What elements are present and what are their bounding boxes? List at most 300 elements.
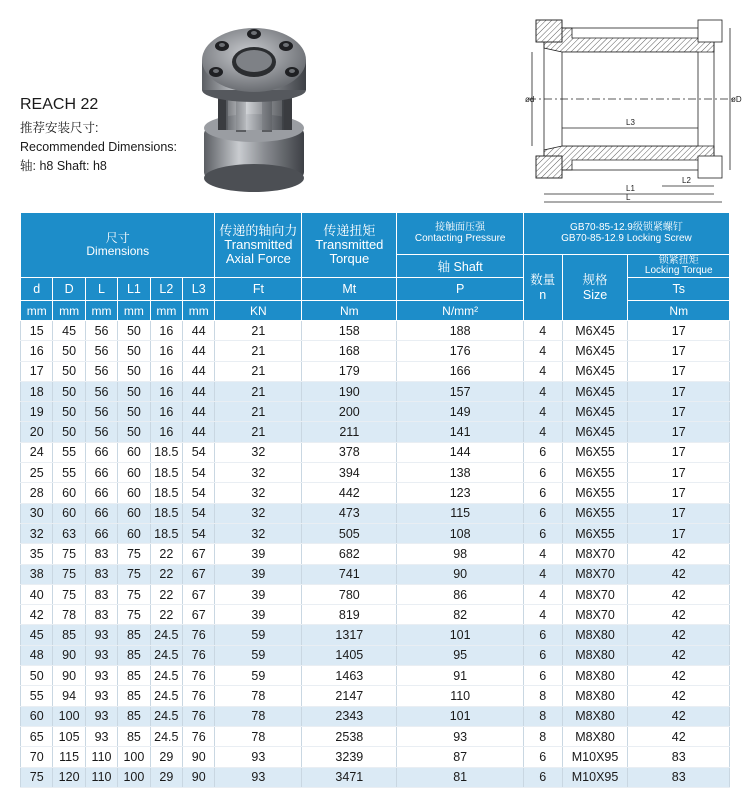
cell-Ft: 39 [215,584,302,604]
cell-d: 20 [21,422,53,442]
cell-L2: 18.5 [150,523,182,543]
cell-L: 56 [85,361,117,381]
cell-size: M8X80 [562,706,628,726]
cell-L: 66 [85,483,117,503]
cell-size: M8X80 [562,726,628,746]
cell-Ft: 21 [215,361,302,381]
cell-L: 83 [85,584,117,604]
col-Ts: Ts [628,278,730,301]
cell-Ft: 59 [215,625,302,645]
cell-L1: 100 [118,747,150,767]
table-row [21,463,730,483]
table-row [21,747,730,767]
table-row [21,523,730,543]
locking-torque-cn: 锁紧扭矩 [658,254,699,266]
product-photo [196,18,316,198]
cell-L3: 54 [183,503,215,523]
unit-d: mm [21,301,53,321]
cell-D: 50 [53,361,85,381]
cell-D: 78 [53,605,85,625]
cell-L2: 16 [150,381,182,401]
cell-D: 50 [53,402,85,422]
technical-drawing [522,10,740,205]
cell-Mt: 682 [302,544,397,564]
cell-L2: 24.5 [150,645,182,665]
cell-D: 60 [53,483,85,503]
axial-force-header [215,213,302,278]
cell-L3: 76 [183,666,215,686]
locking-screw-line2: GB70-85-12.9 Locking Screw [561,232,692,244]
cell-d: 48 [21,645,53,665]
cell-n: 4 [523,321,562,341]
cell-L: 56 [85,321,117,341]
cell-Ts: 17 [628,422,730,442]
cell-d: 40 [21,584,53,604]
cell-Ft: 32 [215,442,302,462]
cell-Mt: 2147 [302,686,397,706]
table-row [21,584,730,604]
cell-L: 93 [85,625,117,645]
cell-size: M10X95 [562,767,628,787]
cell-Mt: 1463 [302,666,397,686]
cell-L3: 76 [183,625,215,645]
cell-L2: 16 [150,402,182,422]
cell-d: 19 [21,402,53,422]
table-row [21,767,730,787]
unit-Ts: Nm [628,301,730,321]
cell-D: 50 [53,422,85,442]
cell-n: 6 [523,767,562,787]
locking-screw-header [523,213,729,255]
cell-P: 87 [397,747,524,767]
dim-L-label: L [626,193,631,202]
cell-Mt: 190 [302,381,397,401]
cell-L: 56 [85,341,117,361]
locking-screw-line1: GB70-85-12.9级锁紧螺钉 [570,222,683,233]
cell-L2: 24.5 [150,625,182,645]
cell-n: 4 [523,422,562,442]
cell-d: 50 [21,666,53,686]
cell-L1: 75 [118,605,150,625]
table-row [21,381,730,401]
cell-P: 138 [397,463,524,483]
cell-Ts: 42 [628,686,730,706]
cell-P: 98 [397,544,524,564]
cell-D: 90 [53,666,85,686]
cell-d: 30 [21,503,53,523]
cell-n: 6 [523,503,562,523]
cell-Ft: 59 [215,666,302,686]
cell-n: 4 [523,584,562,604]
size-header [562,255,628,321]
cell-Mt: 780 [302,584,397,604]
cell-n: 4 [523,341,562,361]
cell-Mt: 394 [302,463,397,483]
cell-size: M8X70 [562,544,628,564]
quantity-symbol: n [539,287,547,302]
cell-d: 15 [21,321,53,341]
quantity-header [523,255,562,321]
table-row [21,564,730,584]
cell-L1: 50 [118,422,150,442]
unit-Mt: Nm [302,301,397,321]
cell-L1: 100 [118,767,150,787]
cell-L2: 29 [150,747,182,767]
cell-Ts: 17 [628,402,730,422]
shaft-header: 轴 Shaft [397,255,524,278]
cell-P: 82 [397,605,524,625]
cell-Ft: 21 [215,402,302,422]
cell-L2: 22 [150,564,182,584]
cell-Mt: 211 [302,422,397,442]
cell-Mt: 3239 [302,747,397,767]
dimensions-header [21,213,215,278]
cell-L3: 54 [183,442,215,462]
cell-Mt: 442 [302,483,397,503]
table-row [21,706,730,726]
cell-size: M6X45 [562,422,628,442]
cell-size: M8X80 [562,686,628,706]
cell-P: 188 [397,321,524,341]
cell-L: 66 [85,463,117,483]
cell-d: 32 [21,523,53,543]
cell-Ft: 21 [215,422,302,442]
col-D: D [53,278,85,301]
cell-Mt: 3471 [302,767,397,787]
cell-D: 75 [53,584,85,604]
cell-Ts: 42 [628,564,730,584]
dim-D-label: øD [731,95,742,104]
unit-L3: mm [183,301,215,321]
cell-Ts: 17 [628,341,730,361]
cell-L3: 54 [183,523,215,543]
col-Mt: Mt [302,278,397,301]
cell-Ts: 83 [628,747,730,767]
cell-L2: 22 [150,544,182,564]
cell-d: 16 [21,341,53,361]
cell-L2: 18.5 [150,483,182,503]
cell-Ft: 59 [215,645,302,665]
cell-D: 75 [53,544,85,564]
cell-P: 93 [397,726,524,746]
cell-Ft: 32 [215,523,302,543]
cell-P: 86 [397,584,524,604]
locking-torque-en: Locking Torque [644,265,713,276]
cell-L: 93 [85,726,117,746]
cell-L: 56 [85,381,117,401]
cell-L: 83 [85,544,117,564]
cell-L2: 29 [150,767,182,787]
cell-L: 110 [85,767,117,787]
cell-size: M8X80 [562,645,628,665]
cell-D: 55 [53,442,85,462]
cell-d: 38 [21,564,53,584]
cell-P: 144 [397,442,524,462]
cell-d: 24 [21,442,53,462]
cell-L1: 75 [118,564,150,584]
cell-L3: 44 [183,402,215,422]
cell-Ft: 32 [215,483,302,503]
cell-L1: 50 [118,321,150,341]
specification-rows [21,321,730,788]
cell-L1: 60 [118,463,150,483]
cell-Mt: 158 [302,321,397,341]
cell-n: 6 [523,747,562,767]
col-P: P [397,278,524,301]
cell-n: 8 [523,726,562,746]
cell-L2: 18.5 [150,463,182,483]
cell-L3: 44 [183,341,215,361]
table-row [21,361,730,381]
table-row [21,483,730,503]
cell-D: 120 [53,767,85,787]
cell-L1: 50 [118,341,150,361]
recommended-dimensions-en: Recommended Dimensions: [20,140,178,154]
pressure-cn: 接触面压强 [435,222,486,233]
model-name: REACH 22 [20,96,99,113]
cell-n: 8 [523,686,562,706]
cell-L2: 24.5 [150,726,182,746]
cell-L3: 67 [183,544,215,564]
table-row [21,402,730,422]
cell-D: 90 [53,645,85,665]
cell-L2: 16 [150,422,182,442]
cell-P: 141 [397,422,524,442]
cell-size: M8X80 [562,625,628,645]
cell-L2: 16 [150,361,182,381]
cell-D: 60 [53,503,85,523]
cell-D: 55 [53,463,85,483]
cell-L3: 76 [183,686,215,706]
cell-P: 91 [397,666,524,686]
cell-size: M6X45 [562,341,628,361]
cell-Ts: 17 [628,483,730,503]
cell-Ts: 42 [628,605,730,625]
cell-L1: 85 [118,645,150,665]
cell-Mt: 179 [302,361,397,381]
unit-P: N/mm² [397,301,524,321]
cell-Ts: 42 [628,584,730,604]
col-L3: L3 [183,278,215,301]
cell-d: 70 [21,747,53,767]
table-row [21,645,730,665]
cell-d: 45 [21,625,53,645]
table-row [21,341,730,361]
cell-Ts: 42 [628,645,730,665]
cell-L3: 44 [183,361,215,381]
cell-L: 66 [85,503,117,523]
cell-n: 6 [523,666,562,686]
cell-L1: 60 [118,503,150,523]
cell-D: 85 [53,625,85,645]
cell-d: 28 [21,483,53,503]
cell-P: 166 [397,361,524,381]
axial-force-en2: Axial Force [225,251,291,266]
dim-L2-label: L2 [682,176,691,185]
col-Ft: Ft [215,278,302,301]
cell-n: 6 [523,523,562,543]
cell-P: 123 [397,483,524,503]
cell-Mt: 741 [302,564,397,584]
pressure-en: Contacting Pressure [414,232,506,244]
cell-Ts: 17 [628,361,730,381]
cell-Ft: 32 [215,503,302,523]
cell-d: 65 [21,726,53,746]
cell-L3: 67 [183,564,215,584]
table-row [21,321,730,341]
table-row [21,686,730,706]
cell-L: 83 [85,564,117,584]
cell-n: 6 [523,463,562,483]
cell-L1: 85 [118,666,150,686]
dim-d-label: ød [525,95,535,104]
torque-header [302,213,397,278]
unit-D: mm [53,301,85,321]
cell-Ts: 17 [628,381,730,401]
quantity-cn: 数量 [530,272,556,287]
cell-size: M6X55 [562,483,628,503]
cell-L1: 75 [118,544,150,564]
cell-P: 101 [397,625,524,645]
pressure-header [397,213,524,255]
cell-size: M8X70 [562,605,628,625]
cell-L2: 18.5 [150,442,182,462]
table-row [21,503,730,523]
dimensions-header-cn: 尺寸 [105,231,130,245]
cell-n: 4 [523,564,562,584]
cell-n: 6 [523,625,562,645]
cell-D: 75 [53,564,85,584]
unit-L1: mm [118,301,150,321]
cell-L3: 76 [183,726,215,746]
cell-Ts: 42 [628,666,730,686]
cell-size: M8X70 [562,564,628,584]
cell-Ts: 17 [628,523,730,543]
cell-Ts: 17 [628,463,730,483]
cell-L3: 76 [183,645,215,665]
cell-D: 115 [53,747,85,767]
cell-d: 17 [21,361,53,381]
cell-D: 45 [53,321,85,341]
cell-P: 95 [397,645,524,665]
cell-Mt: 819 [302,605,397,625]
cell-L: 93 [85,666,117,686]
cell-n: 4 [523,402,562,422]
cell-L2: 22 [150,605,182,625]
cell-n: 6 [523,483,562,503]
cell-Mt: 473 [302,503,397,523]
cell-L2: 16 [150,341,182,361]
cell-size: M6X55 [562,463,628,483]
cell-P: 176 [397,341,524,361]
cell-P: 101 [397,706,524,726]
cell-P: 115 [397,503,524,523]
title-block [20,95,210,176]
cell-Ft: 78 [215,686,302,706]
shaft-tolerance: 轴: h8 Shaft: h8 [20,159,107,173]
cell-d: 75 [21,767,53,787]
cell-Ft: 32 [215,463,302,483]
cell-L: 56 [85,422,117,442]
cell-Mt: 378 [302,442,397,462]
cell-P: 149 [397,402,524,422]
torque-en1: Transmitted [315,237,384,252]
cell-n: 8 [523,706,562,726]
unit-L: mm [85,301,117,321]
col-L2: L2 [150,278,182,301]
cell-size: M8X80 [562,666,628,686]
cell-Mt: 168 [302,341,397,361]
col-d: d [21,278,53,301]
cell-L: 93 [85,706,117,726]
cell-L: 110 [85,747,117,767]
cell-d: 25 [21,463,53,483]
cell-L3: 54 [183,463,215,483]
size-cn: 规格 [582,272,608,287]
cell-Ft: 78 [215,706,302,726]
cell-L3: 67 [183,605,215,625]
cell-Ft: 39 [215,564,302,584]
cell-Ft: 39 [215,605,302,625]
cell-Ts: 17 [628,442,730,462]
cell-L: 66 [85,442,117,462]
table-row [21,544,730,564]
cell-P: 81 [397,767,524,787]
specification-table [20,212,730,788]
cell-Ft: 21 [215,381,302,401]
cell-Ft: 21 [215,341,302,361]
cell-Ft: 93 [215,767,302,787]
cell-Ft: 93 [215,747,302,767]
cell-size: M6X45 [562,321,628,341]
cell-d: 18 [21,381,53,401]
cell-L2: 24.5 [150,706,182,726]
dimensions-header-en: Dimensions [86,244,150,258]
cell-P: 110 [397,686,524,706]
cell-Ft: 21 [215,321,302,341]
cell-L3: 44 [183,321,215,341]
cell-L: 66 [85,523,117,543]
cell-Ts: 17 [628,321,730,341]
cell-L3: 44 [183,422,215,442]
cell-L2: 22 [150,584,182,604]
cell-D: 50 [53,381,85,401]
cell-d: 42 [21,605,53,625]
cell-size: M8X70 [562,584,628,604]
cell-L2: 16 [150,321,182,341]
size-en: Size [582,287,608,302]
cell-n: 4 [523,605,562,625]
cell-D: 100 [53,706,85,726]
cell-n: 6 [523,442,562,462]
cell-P: 108 [397,523,524,543]
cell-L3: 54 [183,483,215,503]
cell-L2: 18.5 [150,503,182,523]
unit-Ft: KN [215,301,302,321]
cell-d: 60 [21,706,53,726]
cell-L1: 85 [118,625,150,645]
cell-L: 83 [85,605,117,625]
cell-Mt: 1405 [302,645,397,665]
axial-force-en1: Transmitted [224,237,293,252]
table-row [21,605,730,625]
cell-size: M6X45 [562,361,628,381]
cell-L: 93 [85,645,117,665]
table-row [21,666,730,686]
cell-size: M6X55 [562,523,628,543]
cell-Mt: 505 [302,523,397,543]
cell-L1: 85 [118,686,150,706]
